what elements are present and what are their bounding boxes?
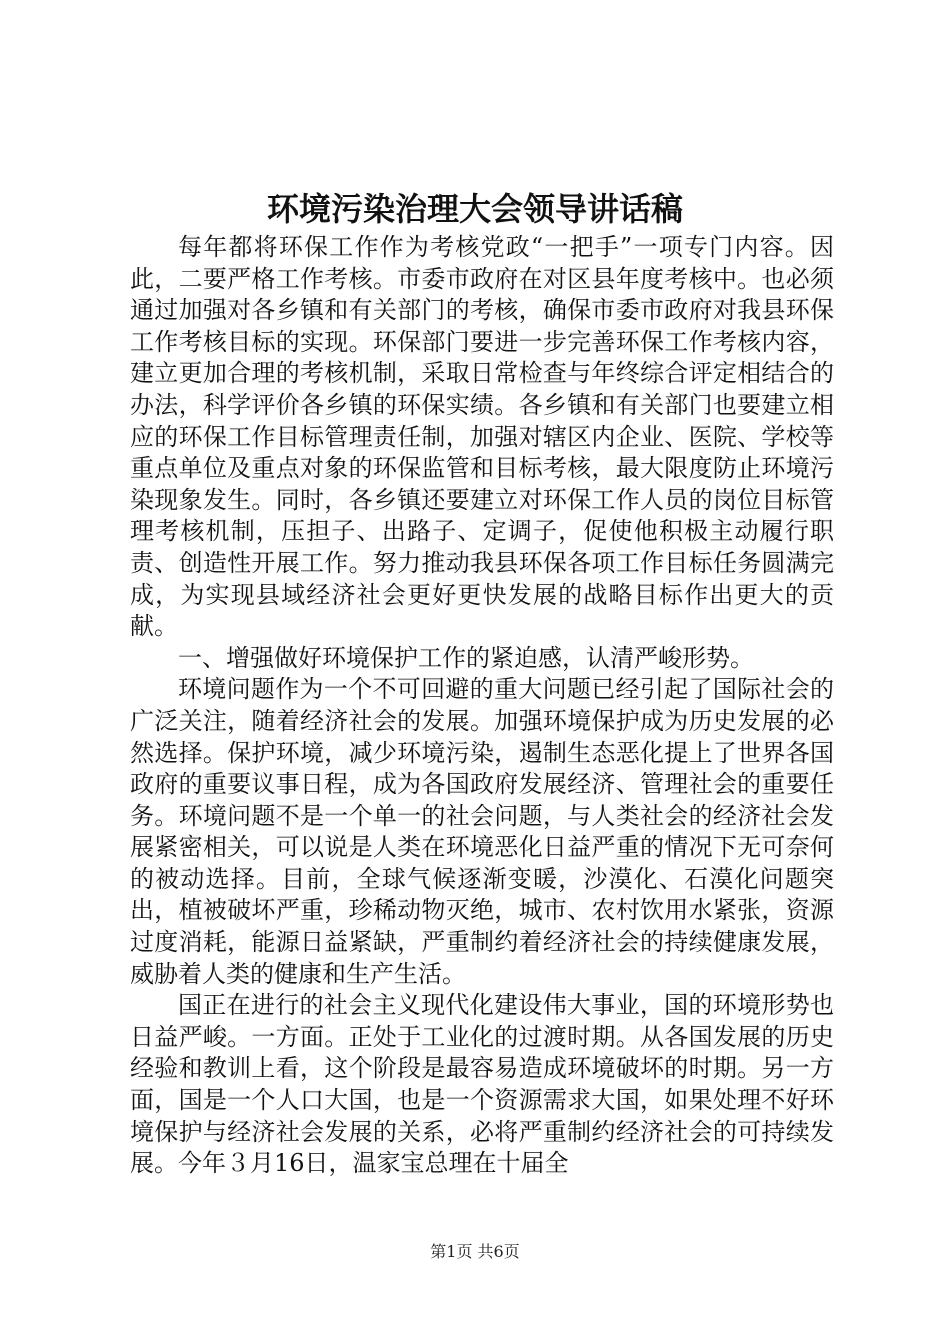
paragraph-3: 环境问题作为一个不可回避的重大问题已经引起了国际社会的广泛关注，随着经济社会的发展。加强环境保护成为历史发展的必然选择。保护环境，减少环境污染，遏制生态恶化提上了世界各国政府的重要议事日程，成为各国政府发展经济、管理社会的重要任务。环境问题不是一个单一的社会问题，与人类社会的经济社会发展紧密相关，可以说是人类在环境恶化日益严重的情况下无可奈何的被动选择。目前，全球气候逐渐变暖，沙漠化、石漠化问题突出，植被破坏严重，珍稀动物灭绝，城市、农村饮用水紧张，资源过度消耗，能源日益紧缺，严重制约着经济社会的持续健康发展，威胁着人类的健康和生产生活。: [130, 675, 834, 988]
paragraph-1: 每年都将环保工作作为考核党政“一把手”一项专门内容。因此，二要严格工作考核。市委市政府在对区县年度考核中。也必须通过加强对各乡镇和有关部门的考核，确保市委市政府对我县环保工作考核目标的实现。环保部门要进一步完善环保工作考核内容，建立更加合理的考核机制，采取日常检查与年终综合评定相结合的办法，科学评价各乡镇的环保实绩。各乡镇和有关部门也要建立相应的环保工作目标管理责任制，加强对辖区内企业、医院、学校等重点单位及重点对象的环保监管和目标考核，最大限度防止环境污染现象发生。同时，各乡镇还要建立对环保工作人员的岗位目标管理考核机制，压担子、出路子、定调子，促使他积极主动履行职责、创造性开展工作。努力推动我县环保各项工作目标任务圆满完成，为实现县域经济社会更好更快发展的战略目标作出更大的贡献。: [130, 233, 834, 641]
document-body: [130, 232, 834, 1180]
page-number-footer: 第1页 共6页: [430, 1242, 520, 1261]
paragraph-4: 国正在进行的社会主义现代化建设伟大事业，国的环境形势也日益严峻。一方面。正处于工业化的过渡时期。从各国发展的历史经验和教训上看，这个阶段是最容易造成环境破坏的时期。另一方面，国是一个人口大国，也是一个资源需求大国，如果处理不好环境保护与经济社会发展的关系，必将严重制约经济社会的可持续发展。今年３月16日，温家宝总理在十届全: [130, 991, 834, 1178]
paragraph-2-heading: 一、增强做好环境保护工作的紧迫感，认清严峻形势。: [178, 643, 754, 672]
document-title: 环境污染治理大会领导讲话稿: [266, 190, 683, 228]
